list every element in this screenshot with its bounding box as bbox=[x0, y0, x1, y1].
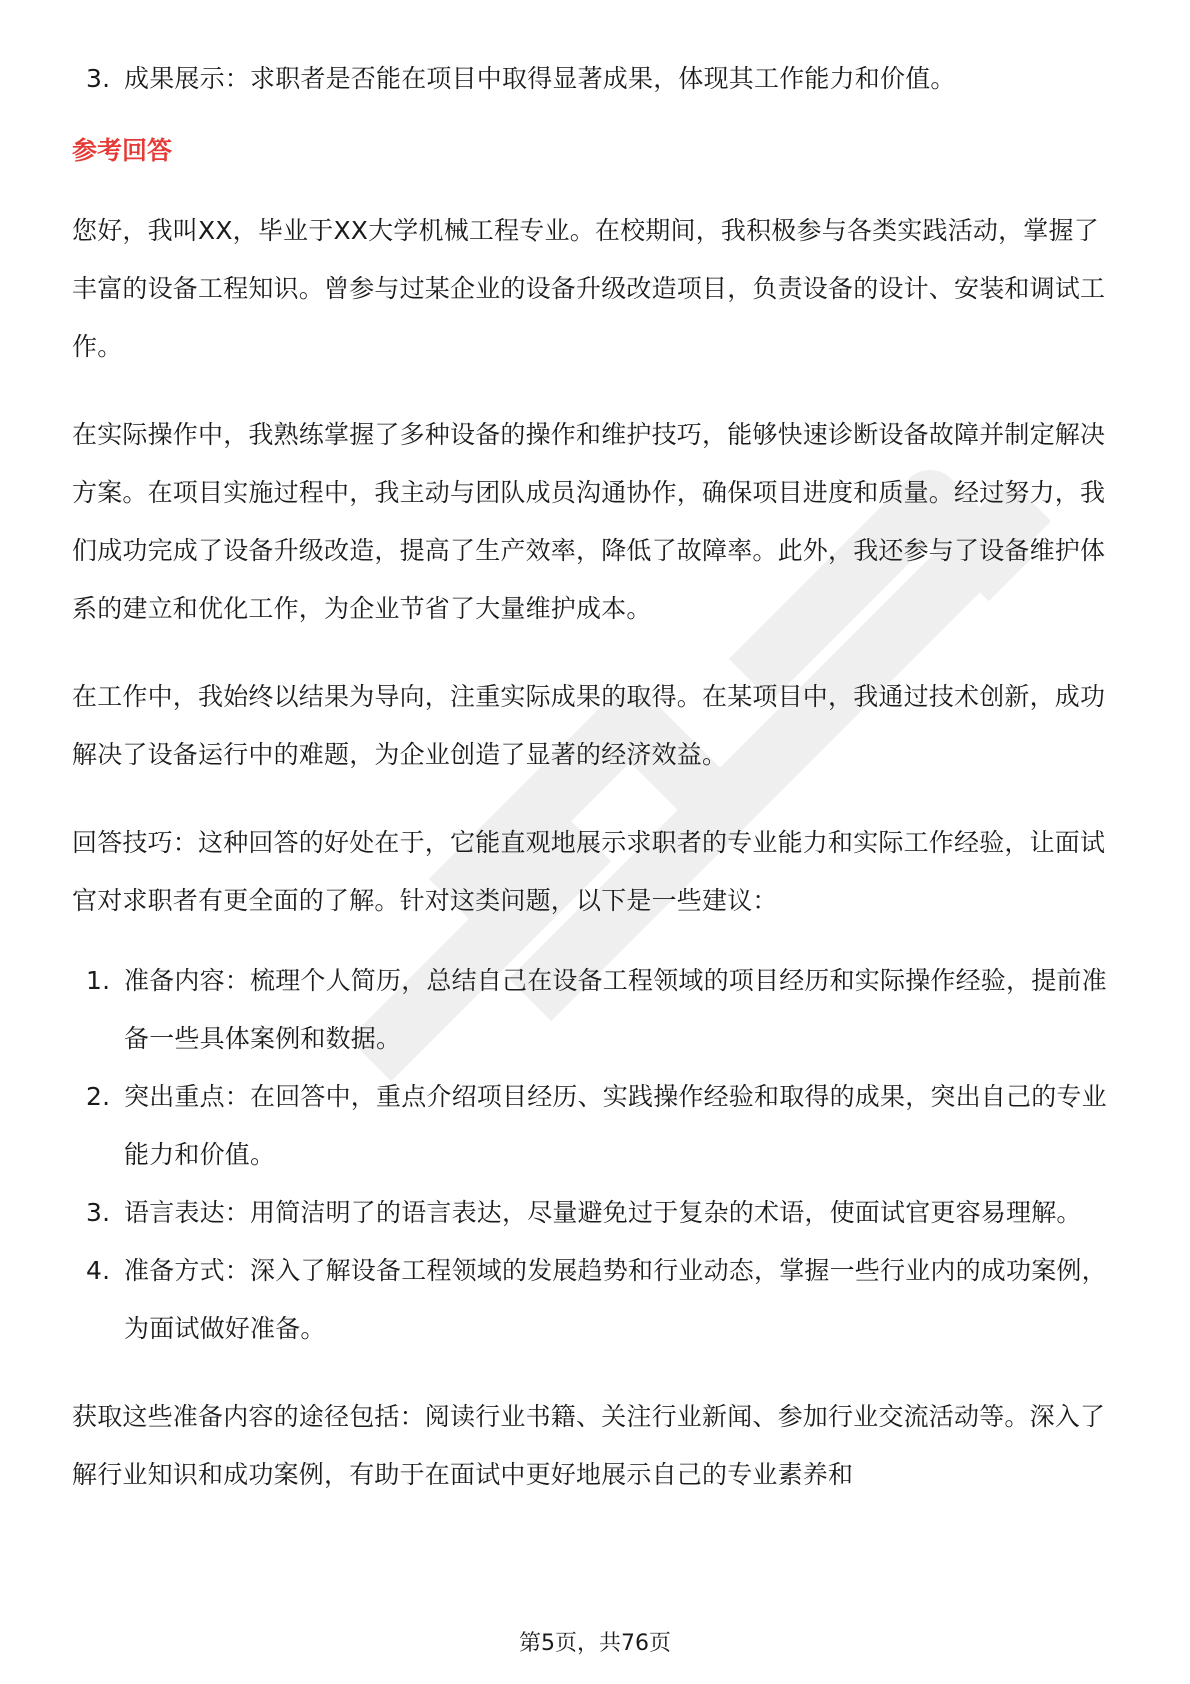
paragraph: 获取这些准备内容的途径包括：阅读行业书籍、关注行业新闻、参加行业交流活动等。深入了解行业知识和成功案例，有助于在面试中更好地展示自己的专业素养和 bbox=[72, 1402, 1106, 1489]
section-title: 参考回答 bbox=[72, 136, 173, 165]
list-item bbox=[72, 50, 1118, 108]
document-page bbox=[72, 50, 1118, 1504]
paragraph: 回答技巧：这种回答的好处在于，它能直观地展示求职者的专业能力和实际工作经验，让面试官对求职者有更全面的了解。针对这类问题，以下是一些建议： bbox=[72, 828, 1106, 915]
paragraph: 在实际操作中，我熟练掌握了多种设备的操作和维护技巧，能够快速诊断设备故障并制定解决方案。在项目实施过程中，我主动与团队成员沟通协作，确保项目进度和质量。经过努力，我们成功完成了设备升级改造，提高了生产效率，降低了故障率。此外，我还参与了设备维护体系的建立和优化工作，为企业节省了大量维护成本。 bbox=[72, 420, 1106, 623]
list-number: 4. bbox=[86, 1256, 111, 1285]
list-number: 1. bbox=[86, 966, 111, 995]
paragraph: 您好，我叫XX，毕业于XX大学机械工程专业。在校期间，我积极参与各类实践活动，掌握了丰富的设备工程知识。曾参与过某企业的设备升级改造项目，负责设备的设计、安装和调试工作。 bbox=[72, 216, 1106, 361]
list-item bbox=[72, 1184, 1118, 1242]
list-text: 准备内容：梳理个人简历，总结自己在设备工程领域的项目经历和实际操作经验，提前准备一些具体案例和数据。 bbox=[124, 966, 1107, 1053]
list-number: 3. bbox=[86, 64, 111, 93]
list-text: 语言表达：用简洁明了的语言表达，尽量避免过于复杂的术语，使面试官更容易理解。 bbox=[124, 1198, 1082, 1227]
list-text: 准备方式：深入了解设备工程领域的发展趋势和行业动态，掌握一些行业内的成功案例，为面试做好准备。 bbox=[124, 1256, 1107, 1343]
paragraph: 在工作中，我始终以结果为导向，注重实际成果的取得。在某项目中，我通过技术创新，成功解决了设备运行中的难题，为企业创造了显著的经济效益。 bbox=[72, 682, 1106, 769]
tips-list bbox=[72, 952, 1118, 1358]
list-item bbox=[72, 1068, 1118, 1184]
list-text: 突出重点：在回答中，重点介绍项目经历、实践操作经验和取得的成果，突出自己的专业能力和价值。 bbox=[124, 1082, 1107, 1169]
page-footer: 第5页，共76页 bbox=[519, 1631, 671, 1656]
list-item bbox=[72, 1242, 1118, 1358]
list-item bbox=[72, 952, 1118, 1068]
list-number: 3. bbox=[86, 1198, 111, 1227]
list-text: 成果展示：求职者是否能在项目中取得显著成果，体现其工作能力和价值。 bbox=[124, 64, 956, 93]
list-number: 2. bbox=[86, 1082, 111, 1111]
